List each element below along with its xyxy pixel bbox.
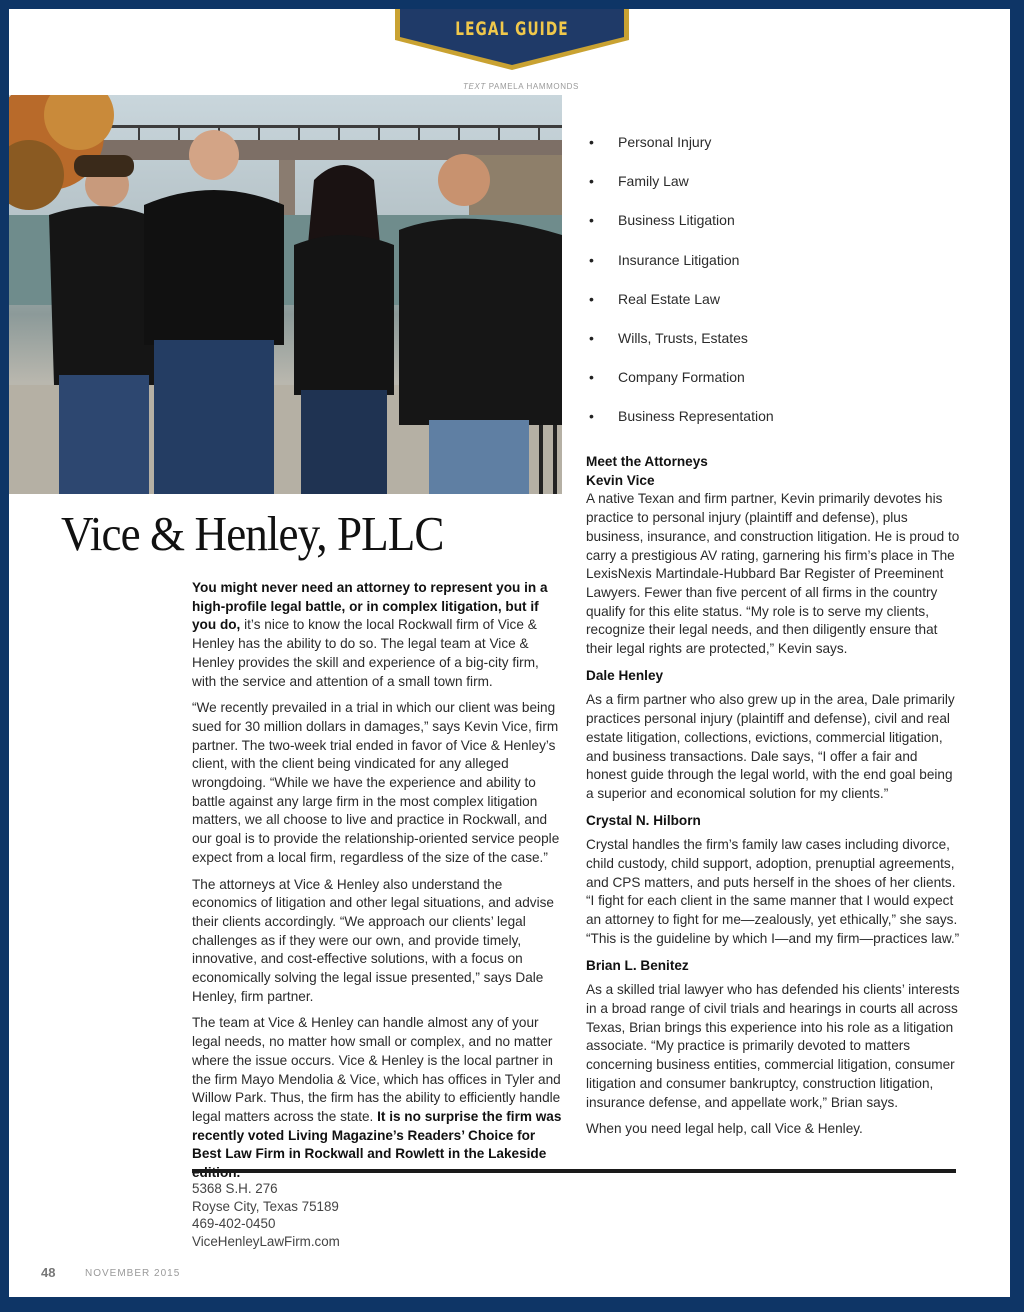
- bullet-icon: •: [589, 212, 594, 229]
- attorney-bio-brian: As a skilled trial lawyer who has defended his clients’ interests in a broad range of civil trials and hearings in courts all across Texas, Brian brings this experience into his role as a litigation associate. “My practice is primarily devoted to matters concerning business entities, commercial litigation, consumer litigation and consumer bankruptcy, construction litigation, insurance defense, and appellate work,” Brian says.: [586, 982, 960, 1110]
- readers-choice-note: It is no surprise the firm was recently voted Living Magazine’s Readers’ Choice for Best Law Firm in Rockwall and Rowlett in the Lakeside: [192, 1108, 562, 1162]
- article-left-column: [192, 579, 566, 1191]
- banner-label: LEGAL GUIDE: [455, 18, 569, 40]
- attorney-name-brian: Brian L. Benitez: [586, 957, 689, 973]
- practice-area-item: [586, 367, 966, 406]
- intro-rest: it’s nice to know the local Rockwall firm of Vice & Henley has the ability to do so. The legal team at Vice & Henley provides the skill and experience of a big-city firm, with the service and attention of a small town firm.: [192, 617, 539, 689]
- attorney-bio-dale: As a firm partner who also grew up in the area, Dale primarily practices personal injury (plaintiff and defense), civil and real estate litigation, collections, evictions, commercial litigation, and business transactions. Dale says, “I offer a fair and honest guide through the legal world, with the end goal being a superior and economical solution for my clients.”: [586, 692, 955, 801]
- practice-area-label: Company Formation: [618, 369, 745, 386]
- page-number: 48: [41, 1265, 56, 1280]
- bullet-icon: •: [589, 369, 594, 386]
- practice-area-label: Real Estate Law: [618, 290, 720, 307]
- bullet-icon: •: [589, 251, 594, 268]
- attorney-bio-crystal: Crystal handles the firm’s family law cases including divorce, child custody, child support, adoption, prenuptial agreements, and CPS matters, and puts herself in the shoes of her clients. “I fight for each client in the same manner that I would expect an attorney to fight for me—zealously, yet ethically,” she says. “This is the guideline by which I—and my firm—practices law.”: [586, 837, 960, 946]
- bullet-icon: •: [589, 134, 594, 150]
- team-photo: [9, 95, 562, 494]
- intro-paragraph: [192, 579, 566, 691]
- practice-area-item: [586, 250, 966, 289]
- section-banner: [395, 9, 629, 70]
- issue-date: NOVEMBER 2015: [85, 1268, 181, 1279]
- practice-area-item: [586, 406, 966, 445]
- closing-line: When you need legal help, call Vice & Henley.: [586, 1121, 863, 1137]
- article-headline: Vice & Henley, PLLC: [61, 506, 444, 561]
- credit-author: PAMELA HAMMONDS: [488, 82, 579, 91]
- attorney-name-crystal: Crystal N. Hilborn: [586, 812, 701, 828]
- attorneys-heading: Meet the Attorneys: [586, 454, 708, 469]
- contact-block: [192, 1180, 340, 1250]
- practice-area-label: Business Representation: [618, 408, 774, 425]
- phone-number: 469-402-0450: [192, 1216, 276, 1231]
- body-paragraph-3: The attorneys at Vice & Henley also understand the economics of litigation and other legal situations, and advise their clients accordingly. “We approach our clients’ legal challenges as if they were our own, and provide timely, innovative, and cost-effective solutions, with a focus on economically solving the legal issue presented,” says Dale Henley, firm partner.: [192, 876, 554, 1004]
- practice-area-label: Insurance Litigation: [618, 251, 740, 268]
- practice-area-list: [586, 132, 966, 446]
- website-link[interactable]: ViceHenleyLawFirm.com: [192, 1233, 340, 1249]
- attorney-bio-kevin: A native Texan and firm partner, Kevin primarily devotes his practice to personal injury (plaintiff and defense), plus business, insurance, and construction litigation. He is proud to carry a prestigious AV rating, garnering his firm’s place in The LexisNexis Martindale-Hubbard Bar Register of Preeminent Lawyers. Fewer than five percent of all firms in the country qualify for this elite status. “My role is to serve my clients, recognize their legal needs, and then diligently ensure that their legal rights are protected,” Kevin says.: [586, 491, 960, 657]
- attorney-name-kevin: Kevin Vice: [586, 472, 655, 488]
- practice-area-label: Personal Injury: [618, 134, 712, 150]
- practice-area-item: [586, 289, 966, 328]
- address-line-1: 5368 S.H. 276: [192, 1181, 278, 1196]
- practice-area-item: [586, 132, 966, 171]
- bullet-icon: •: [589, 408, 594, 425]
- bullet-icon: •: [589, 329, 594, 346]
- magazine-page: [9, 9, 1010, 1297]
- practice-area-label: Business Litigation: [618, 212, 735, 229]
- credit-prefix: TEXT: [463, 82, 486, 91]
- practice-area-item: [586, 210, 966, 249]
- bullet-icon: •: [589, 290, 594, 307]
- practice-area-item: [586, 171, 966, 210]
- bullet-icon: •: [589, 173, 594, 190]
- body-paragraph-2: “We recently prevailed in a trial in which our client was being sued for 30 million dollars in damages,” says Kevin Vice, firm partner. The two-week trial ended in favor of Vice & Henley’s client, with the client being vindicated for any alleged wrongdoing. “While we have the experience and ability to battle against any large firm in the most complex litigation matters, we all choose to live and practice in Rockwall, and our goal is to provide the relationship-oriented service people expect from a local firm, regardless of the size of the case.”: [192, 700, 560, 865]
- practice-area-label: Wills, Trusts, Estates: [618, 329, 748, 346]
- body-paragraph-4: [192, 1014, 566, 1182]
- section-divider: [192, 1169, 956, 1173]
- intro-lead: You might never need an attorney to represent you in a high-profile legal battle, or in complex litigation, but if you do,: [192, 580, 548, 633]
- body-paragraph-4-text: The team at Vice & Henley can handle almost any of your legal needs, no matter how small or complex, and no matter where the issue occurs. Vice & Henley is the local partner in the firm Mayo Mendolia & Vice, which has offices in Tyler and Willow Park. Thus, the firm has the ability to efficiently handle legal matters across the state.: [192, 1015, 561, 1124]
- attorney-name-dale: Dale Henley: [586, 667, 664, 683]
- address-line-2: Royse City, Texas 75189: [192, 1198, 339, 1214]
- author-credit: [463, 82, 579, 91]
- article-right-column: [586, 453, 960, 1147]
- practice-area-label: Family Law: [618, 173, 689, 190]
- practice-area-item: [586, 328, 966, 367]
